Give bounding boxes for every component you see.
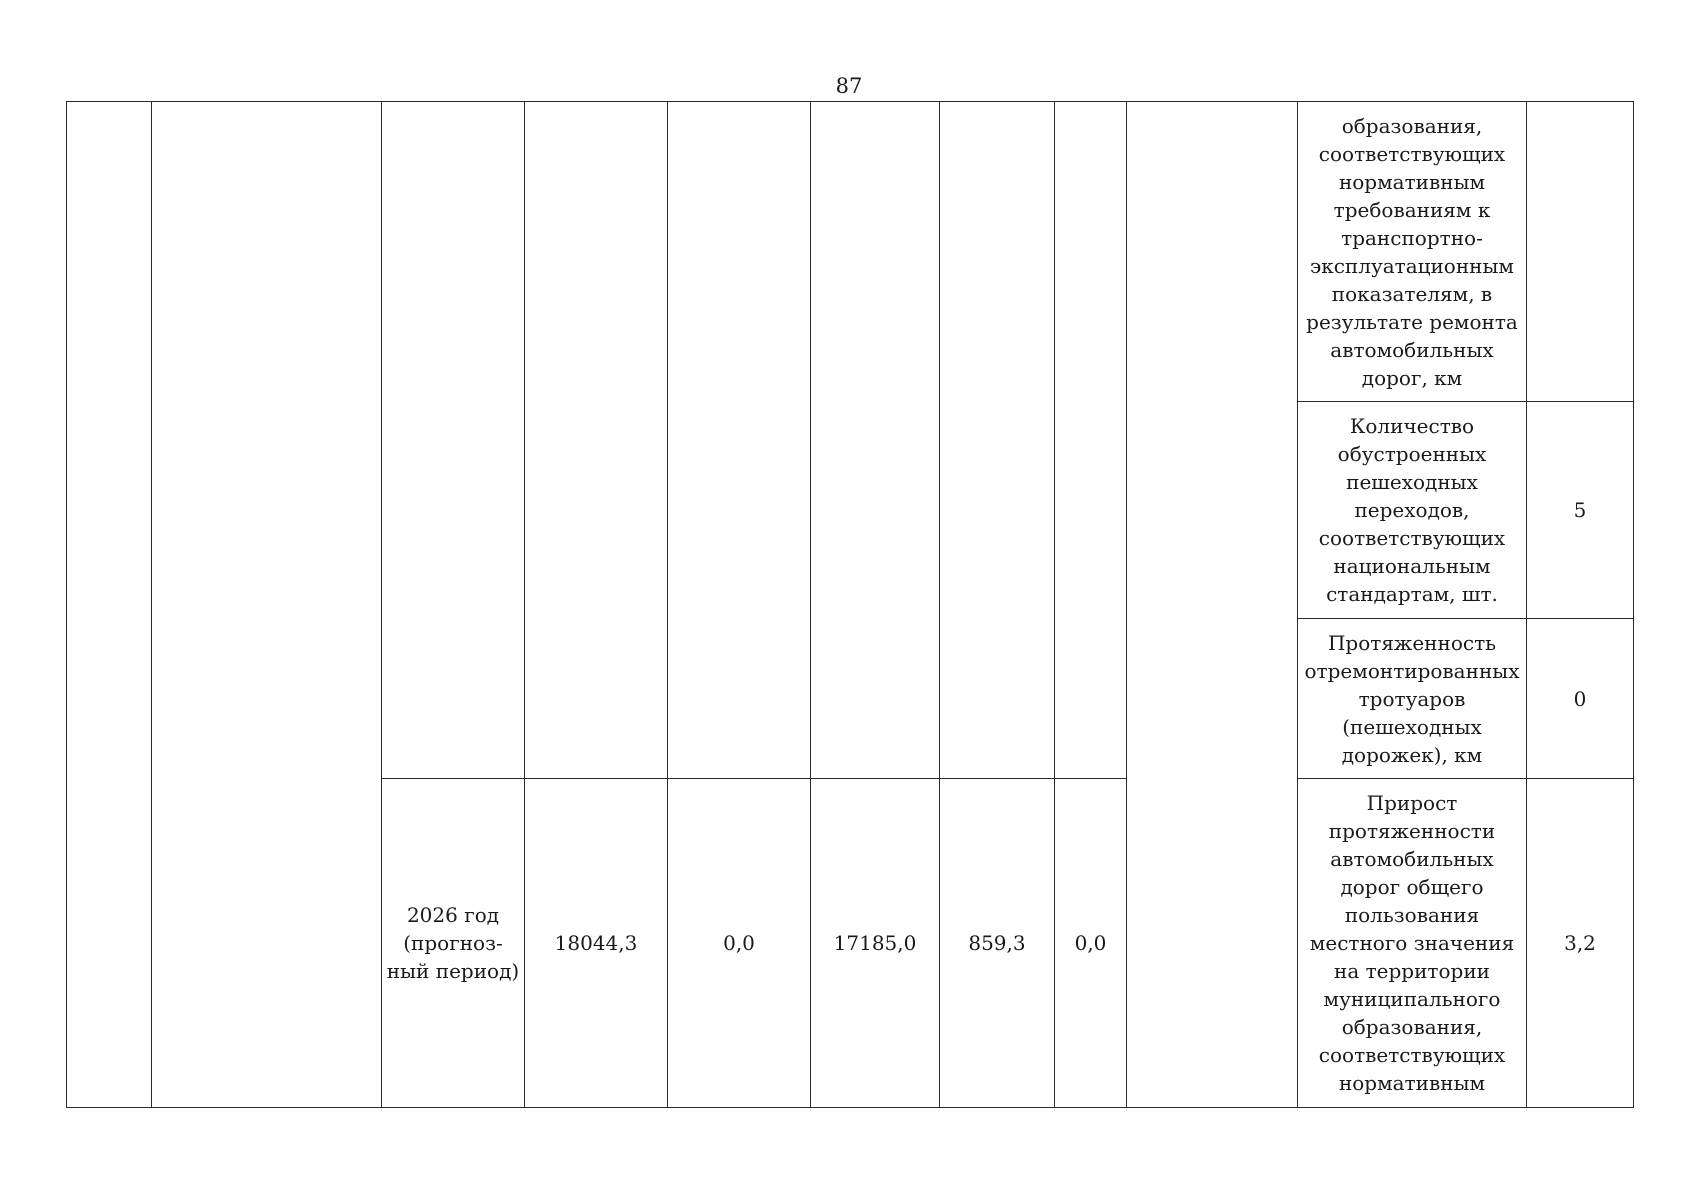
responsible-executor-cell — [1127, 102, 1298, 1108]
event-name-cell — [152, 102, 382, 1108]
local-budget-cell: 859,3 — [940, 779, 1055, 1108]
federal-budget-cell: 0,0 — [668, 779, 811, 1108]
indicator-name-cell: Количество обустроенных пешеходных переходов, соответствующих национальным стандартам, шт. — [1298, 402, 1527, 619]
indicator-value-cell: 0 — [1527, 619, 1634, 779]
federal-budget-cell — [668, 102, 811, 779]
indicator-value-cell: 5 — [1527, 402, 1634, 619]
program-financing-table — [66, 101, 1634, 1108]
indicator-value-cell: 3,2 — [1527, 779, 1634, 1108]
table-row — [67, 102, 1634, 402]
regional-budget-cell — [811, 102, 940, 779]
indicator-value-cell — [1527, 102, 1634, 402]
number-cell — [67, 102, 152, 1108]
regional-budget-cell: 17185,0 — [811, 779, 940, 1108]
total-cell — [525, 102, 668, 779]
page-number: 87 — [835, 74, 863, 98]
total-cell: 18044,3 — [525, 779, 668, 1108]
indicator-name-cell: Прирост протяженности автомобильных дорог общего пользования местного значения на территории муниципального образования, соответствующих нормативным — [1298, 779, 1527, 1108]
other-sources-cell: 0,0 — [1055, 779, 1127, 1108]
period-cell — [382, 102, 525, 779]
local-budget-cell — [940, 102, 1055, 779]
period-cell: 2026 год (прогноз- ный период) — [382, 779, 525, 1108]
other-sources-cell — [1055, 102, 1127, 779]
indicator-name-cell: образования, соответствующих нормативным требованиям к транспортно- эксплуатационным показателям, в результате ремонта автомобильных дорог, км — [1298, 102, 1527, 402]
indicator-name-cell: Протяженность отремонтированных тротуаров (пешеходных дорожек), км — [1298, 619, 1527, 779]
